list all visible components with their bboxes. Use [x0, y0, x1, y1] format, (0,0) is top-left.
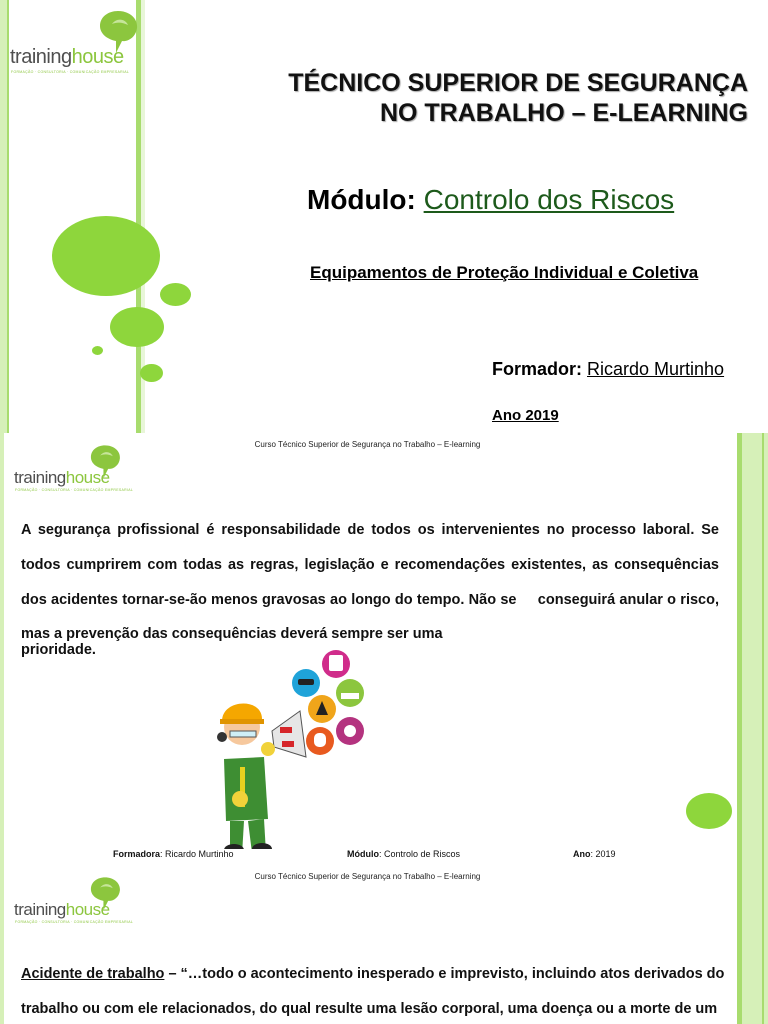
- footer-trainer-label: Formadora: [113, 849, 161, 859]
- footer-module-label: Módulo: [347, 849, 379, 859]
- definition-line-2: trabalho ou com ele relacionados, do qual resulte uma lesão corporal, uma doença ou a morte de um: [21, 1001, 718, 1017]
- decor-circle: [92, 346, 103, 355]
- logo-wordmark: traininghouse: [14, 900, 110, 919]
- definition-line-1: [21, 966, 725, 982]
- definition-term: Acidente de trabalho: [21, 966, 165, 982]
- decor-stripe: [762, 865, 764, 1024]
- decor-stripe: [7, 0, 9, 433]
- decor-stripe: [0, 433, 4, 865]
- logo-tagline: FORMAÇÃO · CONSULTORIA · COMUNICAÇÃO EMPRESARIAL: [15, 920, 134, 924]
- module-value: Controlo dos Riscos: [423, 184, 675, 215]
- paragraph-line: A segurança profissional é responsabilidade de todos os intervenientes no processo laboral. Se: [21, 522, 719, 538]
- title-slide: [0, 0, 768, 433]
- page-header: Curso Técnico Superior de Segurança no Trabalho – E-learning: [254, 440, 481, 449]
- decor-stripe: [0, 0, 7, 433]
- course-title-line-2: NO TRABALHO – E-LEARNING: [379, 99, 748, 127]
- trainer-label: Formador:: [492, 359, 582, 379]
- logo-wordmark: traininghouse: [10, 46, 124, 68]
- logo-tagline: FORMAÇÃO · CONSULTORIA · COMUNICAÇÃO EMPRESARIAL: [15, 488, 134, 492]
- decor-stripe: [762, 433, 764, 865]
- traininghouse-logo: [14, 875, 134, 925]
- decor-circle: [140, 364, 163, 382]
- decor-circle: [110, 307, 164, 347]
- footer-trainer-value: : Ricardo Murtinho: [160, 849, 234, 859]
- traininghouse-logo: [14, 443, 134, 493]
- content-page-2: [0, 865, 768, 1024]
- trainer-line: [492, 359, 724, 380]
- logo-wordmark: traininghouse: [14, 468, 110, 487]
- module-heading: [307, 184, 674, 216]
- paragraph-line: prioridade.: [21, 642, 96, 658]
- page-header: Curso Técnico Superior de Segurança no Trabalho – E-learning: [254, 872, 481, 881]
- footer-module-value: : Controlo de Riscos: [379, 849, 461, 859]
- trainer-name: Ricardo Murtinho: [587, 359, 725, 379]
- logo-tagline: FORMAÇÃO · CONSULTORIA · COMUNICAÇÃO EMPRESARIAL: [11, 70, 130, 74]
- paragraph-line: todos cumprirem com todas as regras, legislação e recomendações existentes, as consequências: [21, 557, 719, 573]
- traininghouse-logo: [10, 8, 145, 78]
- year-label: Ano 2019: [492, 407, 559, 424]
- definition-text: – “…todo o acontecimento inesperado e imprevisto, incluindo atos derivados do: [164, 966, 725, 982]
- decor-circle: [52, 216, 160, 296]
- safety-worker-megaphone-illustration: [210, 649, 390, 849]
- module-label: Módulo:: [307, 184, 416, 215]
- footer-trainer: [113, 849, 234, 859]
- footer-year-label: Ano: [573, 849, 591, 859]
- footer-year: [573, 849, 616, 859]
- paragraph-line: mas a prevenção das consequências deverá sempre ser uma: [21, 626, 443, 642]
- footer-year-value: : 2019: [590, 849, 616, 859]
- course-title-line-1: TÉCNICO SUPERIOR DE SEGURANÇA: [288, 69, 748, 97]
- module-subtitle: Equipamentos de Proteção Individual e Coletiva: [310, 263, 699, 282]
- decor-stripe: [742, 865, 768, 1024]
- decor-circle: [686, 793, 732, 829]
- content-page-1: [0, 433, 768, 865]
- course-title: [288, 68, 748, 128]
- paragraph-line: dos acidentes tornar-se-ão menos gravosas ao longo do tempo. Não se conseguirá anular o risco,: [21, 592, 719, 608]
- decor-circle: [160, 283, 191, 306]
- footer-module: [347, 849, 460, 859]
- decor-stripe: [742, 433, 768, 865]
- decor-stripe: [0, 865, 4, 1024]
